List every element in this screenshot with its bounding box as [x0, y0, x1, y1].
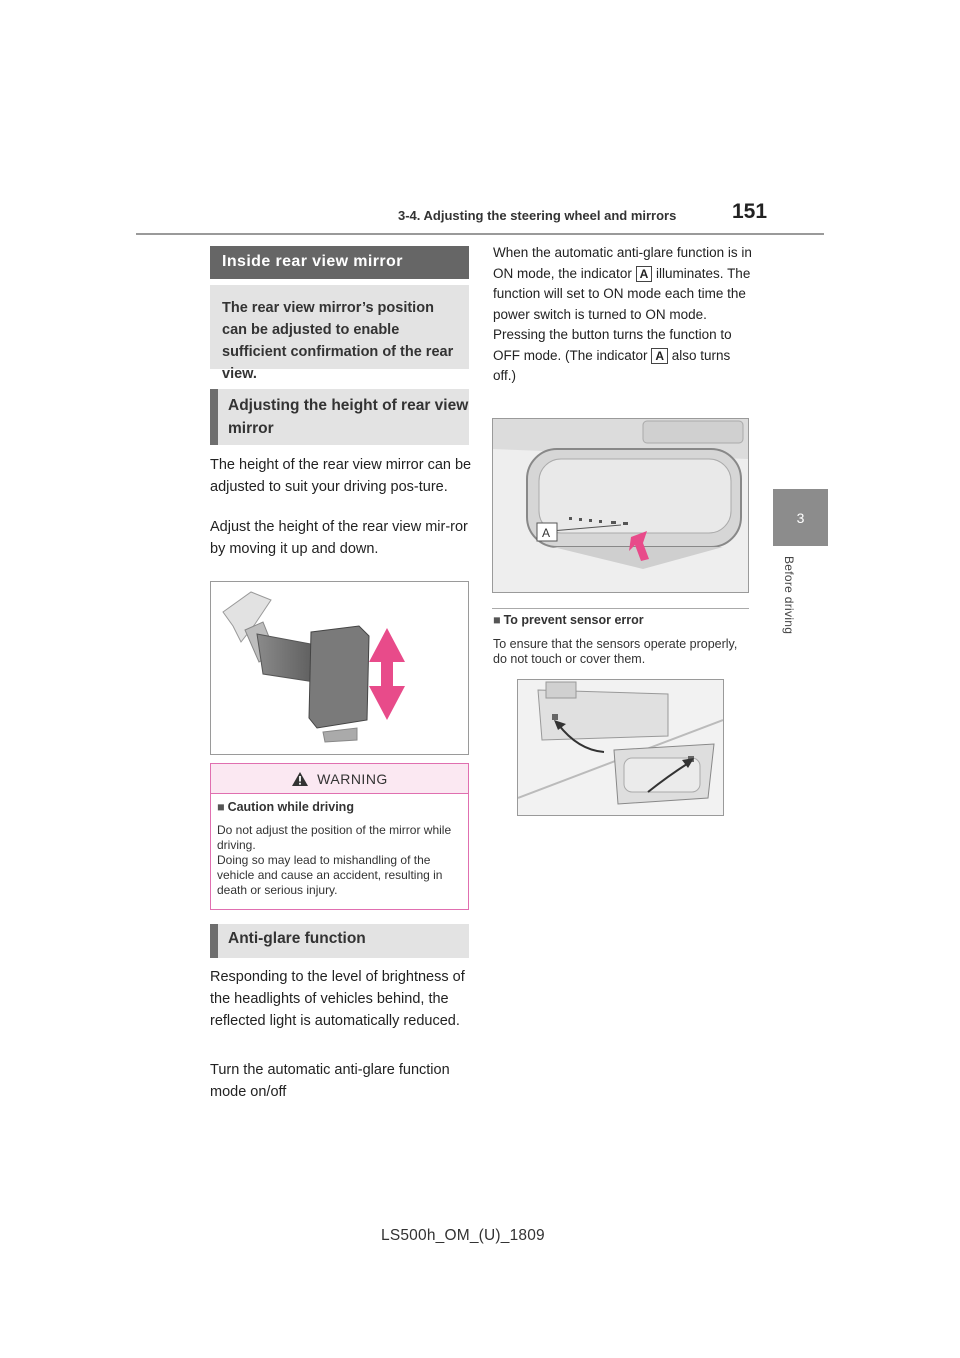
paragraph-anti-glare: Responding to the level of brightness of the headlights of vehicles behind, the reflected light is automatically reduced. [210, 969, 465, 1029]
section-title-inside-mirror: Inside rear view mirror [210, 246, 469, 279]
subsection-title-adjust-height: Adjusting the height of rear view mirror [210, 389, 469, 445]
warning-label: WARNING [317, 770, 388, 787]
anti-glare-button-illustration [492, 418, 749, 593]
square-bullet-icon: ■ [217, 800, 225, 814]
chapter-tab-label: Before driving [782, 556, 796, 635]
note-divider [492, 608, 749, 609]
page-number: 151 [732, 200, 768, 223]
square-bullet-icon: ■ [493, 613, 501, 627]
paragraph-height: The height of the rear view mirror can be adjusted to suit your driving pos-ture. [210, 457, 472, 495]
mirror-height-illustration [210, 581, 469, 755]
warning-subtitle: Caution while driving [227, 800, 354, 814]
warning-text-2: Doing so may lead to mishandling of the vehicle and cause an accident, resulting in death or serious injury. [217, 853, 443, 897]
indicator-text-1b: illuminates. The function will set to ON mode each time the power switch is turned to ON mode. [493, 265, 751, 322]
document-code: LS500h_OM_(U)_1809 [381, 1227, 545, 1244]
paragraph-mode: Turn the automatic anti-glare function mode on/off [210, 1062, 450, 1100]
warning-box [210, 763, 469, 910]
note-text: To ensure that the sensors operate properly, do not touch or cover them. [493, 637, 738, 666]
callout-a-badge: A [651, 348, 668, 364]
warning-text-1: Do not adjust the position of the mirror while driving. [217, 823, 452, 852]
warning-triangle-icon [291, 771, 309, 787]
sensor-location-illustration [517, 679, 724, 816]
indicator-text-2b: also turns off.) [493, 347, 731, 383]
callout-a-badge: A [636, 266, 653, 282]
svg-text:A: A [542, 526, 551, 540]
right-paragraphs [493, 243, 755, 387]
paragraph-adjust: Adjust the height of the rear view mir-ror by moving it up and down. [210, 519, 468, 557]
warning-header [211, 764, 468, 794]
section-intro: The rear view mirror’s position can be adjusted to enable sufficient confirmation of the rear view. [210, 285, 469, 369]
note-title: To prevent sensor error [503, 613, 644, 627]
indicator-text-1a: When the automatic anti-glare function is in ON mode, the indicator [493, 245, 752, 281]
indicator-text-2a: Pressing the button turns the function to OFF mode. (The indicator [493, 327, 732, 363]
chapter-tab: 3 [773, 489, 828, 546]
subsection-title-anti-glare: Anti-glare function [210, 924, 469, 958]
header-section-title: 3-4. Adjusting the steering wheel and mirrors [398, 208, 677, 223]
header-divider [136, 233, 824, 235]
up-down-arrow-icon [369, 628, 405, 720]
